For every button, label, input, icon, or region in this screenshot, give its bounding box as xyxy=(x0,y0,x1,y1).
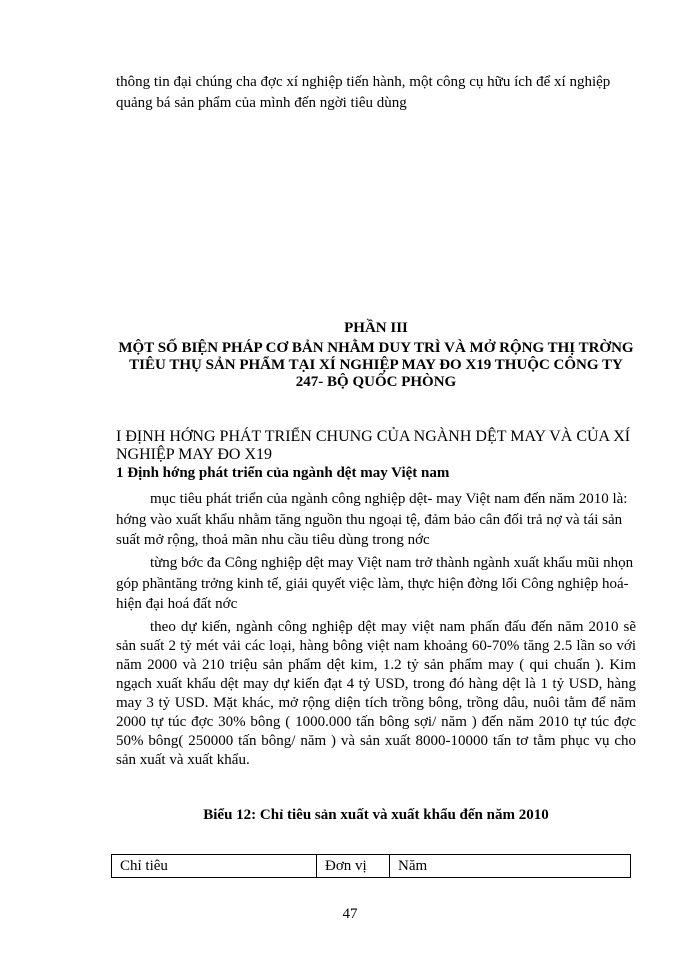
table-header-cell: Chỉ tiêu xyxy=(112,855,317,878)
table-header-cell: Đơn vị xyxy=(317,855,390,878)
table-caption: Biểu 12: Chỉ tiêu sản xuất và xuất khẩu đến năm 2010 xyxy=(203,807,549,823)
table-header-row xyxy=(112,855,631,878)
part-label: PHẦN III xyxy=(344,320,408,336)
table-header-cell: Năm xyxy=(390,855,631,878)
body-paragraph-2: từng bớc đa Công nghiệp dệt may Việt nam trở thành ngành xuất khẩu mũi nhọn góp phầntăng trởng kinh tế, giải quyết việc làm, thực hiện đờng lối Công nghiệp hoá- hiện đại hoá đất nớc xyxy=(116,555,634,612)
part-heading: MỘT SỐ BIỆN PHÁP CƠ BẢN NHẰM DUY TRÌ VÀ MỞ RỘNG THỊ TRỜNG TIÊU THỤ SẢN PHẨM TẠI XÍ NGHIỆP MAY ĐO X19 THUỘC CÔNG TY 247- BỘ QUỐC PHÒNG xyxy=(118,340,634,390)
targets-table xyxy=(111,854,631,878)
section-heading: I ĐỊNH HỚNG PHÁT TRIỂN CHUNG CỦA NGÀNH DỆT MAY VÀ CỦA XÍ NGHIỆP MAY ĐO X19 xyxy=(116,428,631,463)
body-paragraph-3: theo dự kiến, ngành công nghiệp dệt may việt nam phấn đấu đến năm 2010 sẽ sản suất 2 tỷ mét vải các loại, hàng bông việt nam khoảng 60-70% tăng 2.5 lần so với năm 2000 và 210 triệu sản phẩm dệt kim, 1.2 tỷ sản phẩm may ( qui chuẩn ). Kim ngạch xuất khẩu dệt may dự kiến đạt 4 tỷ USD, trong đó hàng dệt là 1 tỷ USD, hàng may 3 tỷ USD. Mặt khác, mở rộng diện tích trồng bông, trồng dâu, nuôi tằm để năm 2000 tự túc đợc 30% bông ( 1000.000 tấn bông sợi/ năm ) đến năm 2010 tự túc đợc 50% bông( 250000 tấn bông/ năm ) và sản xuất 8000-10000 tấn tơ tằm phục vụ cho sản xuất và xuất khẩu. xyxy=(116,619,636,768)
intro-paragraph: thông tin đại chúng cha đợc xí nghiệp tiến hành, một công cụ hữu ích để xí nghiệp quảng bá sản phẩm của mình đến ngời tiêu dùng xyxy=(116,74,611,111)
body-paragraph-1: mục tiêu phát triển của ngành công nghiệp dệt- may Việt nam đến năm 2010 là: hớng vào xuất khẩu nhằm tăng nguồn thu ngoại tệ, đảm bảo cân đối trả nợ và tái sản suất mở rộng, thoả mãn nhu cầu tiêu dùng trong nớc xyxy=(116,491,628,548)
subsection-heading: 1 Định hớng phát triển của ngành dệt may Việt nam xyxy=(116,465,450,481)
page-number: 47 xyxy=(342,906,358,922)
